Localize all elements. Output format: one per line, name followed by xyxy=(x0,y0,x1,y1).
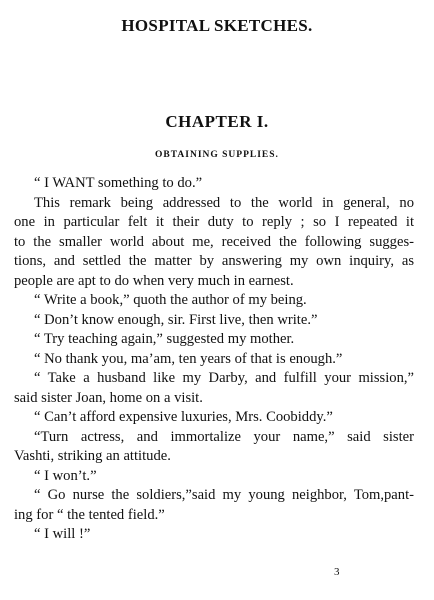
text-line: “ Don’t know enough, sir. First live, then write.” xyxy=(34,311,318,328)
page-number: 3 xyxy=(334,566,340,578)
text-line: to the smaller world about me, received the following sugges- xyxy=(14,233,414,250)
text-line: “ I WANT something to do.” xyxy=(34,175,203,191)
section-title: OBTAINING SUPPLIES. xyxy=(155,150,279,160)
chapter-title: CHAPTER I. xyxy=(165,112,269,131)
text-line: “ Write a book,” quoth the author of my being. xyxy=(34,292,307,308)
text-line: “Turn actress, and immortalize your name,” said sister xyxy=(34,428,414,445)
text-line: tions, and settled the matter by answering my own inquiry, as xyxy=(14,253,414,269)
text-line: people are apt to do when very much in earnest. xyxy=(14,272,294,289)
text-line: “ Go nurse the soldiers,”said my young neighbor, Tom,pant- xyxy=(34,487,414,503)
text-line: “ I won’t.” xyxy=(34,467,97,484)
text-line: one in particular felt it their duty to reply ; so I repeated it xyxy=(14,214,414,230)
body-text xyxy=(14,174,414,545)
text-line: “ Take a husband like my Darby, and fulfill your mission,” xyxy=(34,370,414,386)
text-line: Vashti, striking an attitude. xyxy=(14,448,171,464)
text-line: This remark being addressed to the world in general, no xyxy=(34,194,414,211)
text-line: said sister Joan, home on a visit. xyxy=(14,389,203,406)
text-line: ing for “ the tented field.” xyxy=(14,506,165,523)
text-line: “ No thank you, ma’am, ten years of that is enough.” xyxy=(34,350,343,367)
text-line: “ Can’t afford expensive luxuries, Mrs. Coobiddy.” xyxy=(34,409,333,425)
text-line: “ Try teaching again,” suggested my mother. xyxy=(34,331,295,347)
running-head: HOSPITAL SKETCHES. xyxy=(121,16,313,35)
text-line: “ I will !” xyxy=(34,526,91,542)
